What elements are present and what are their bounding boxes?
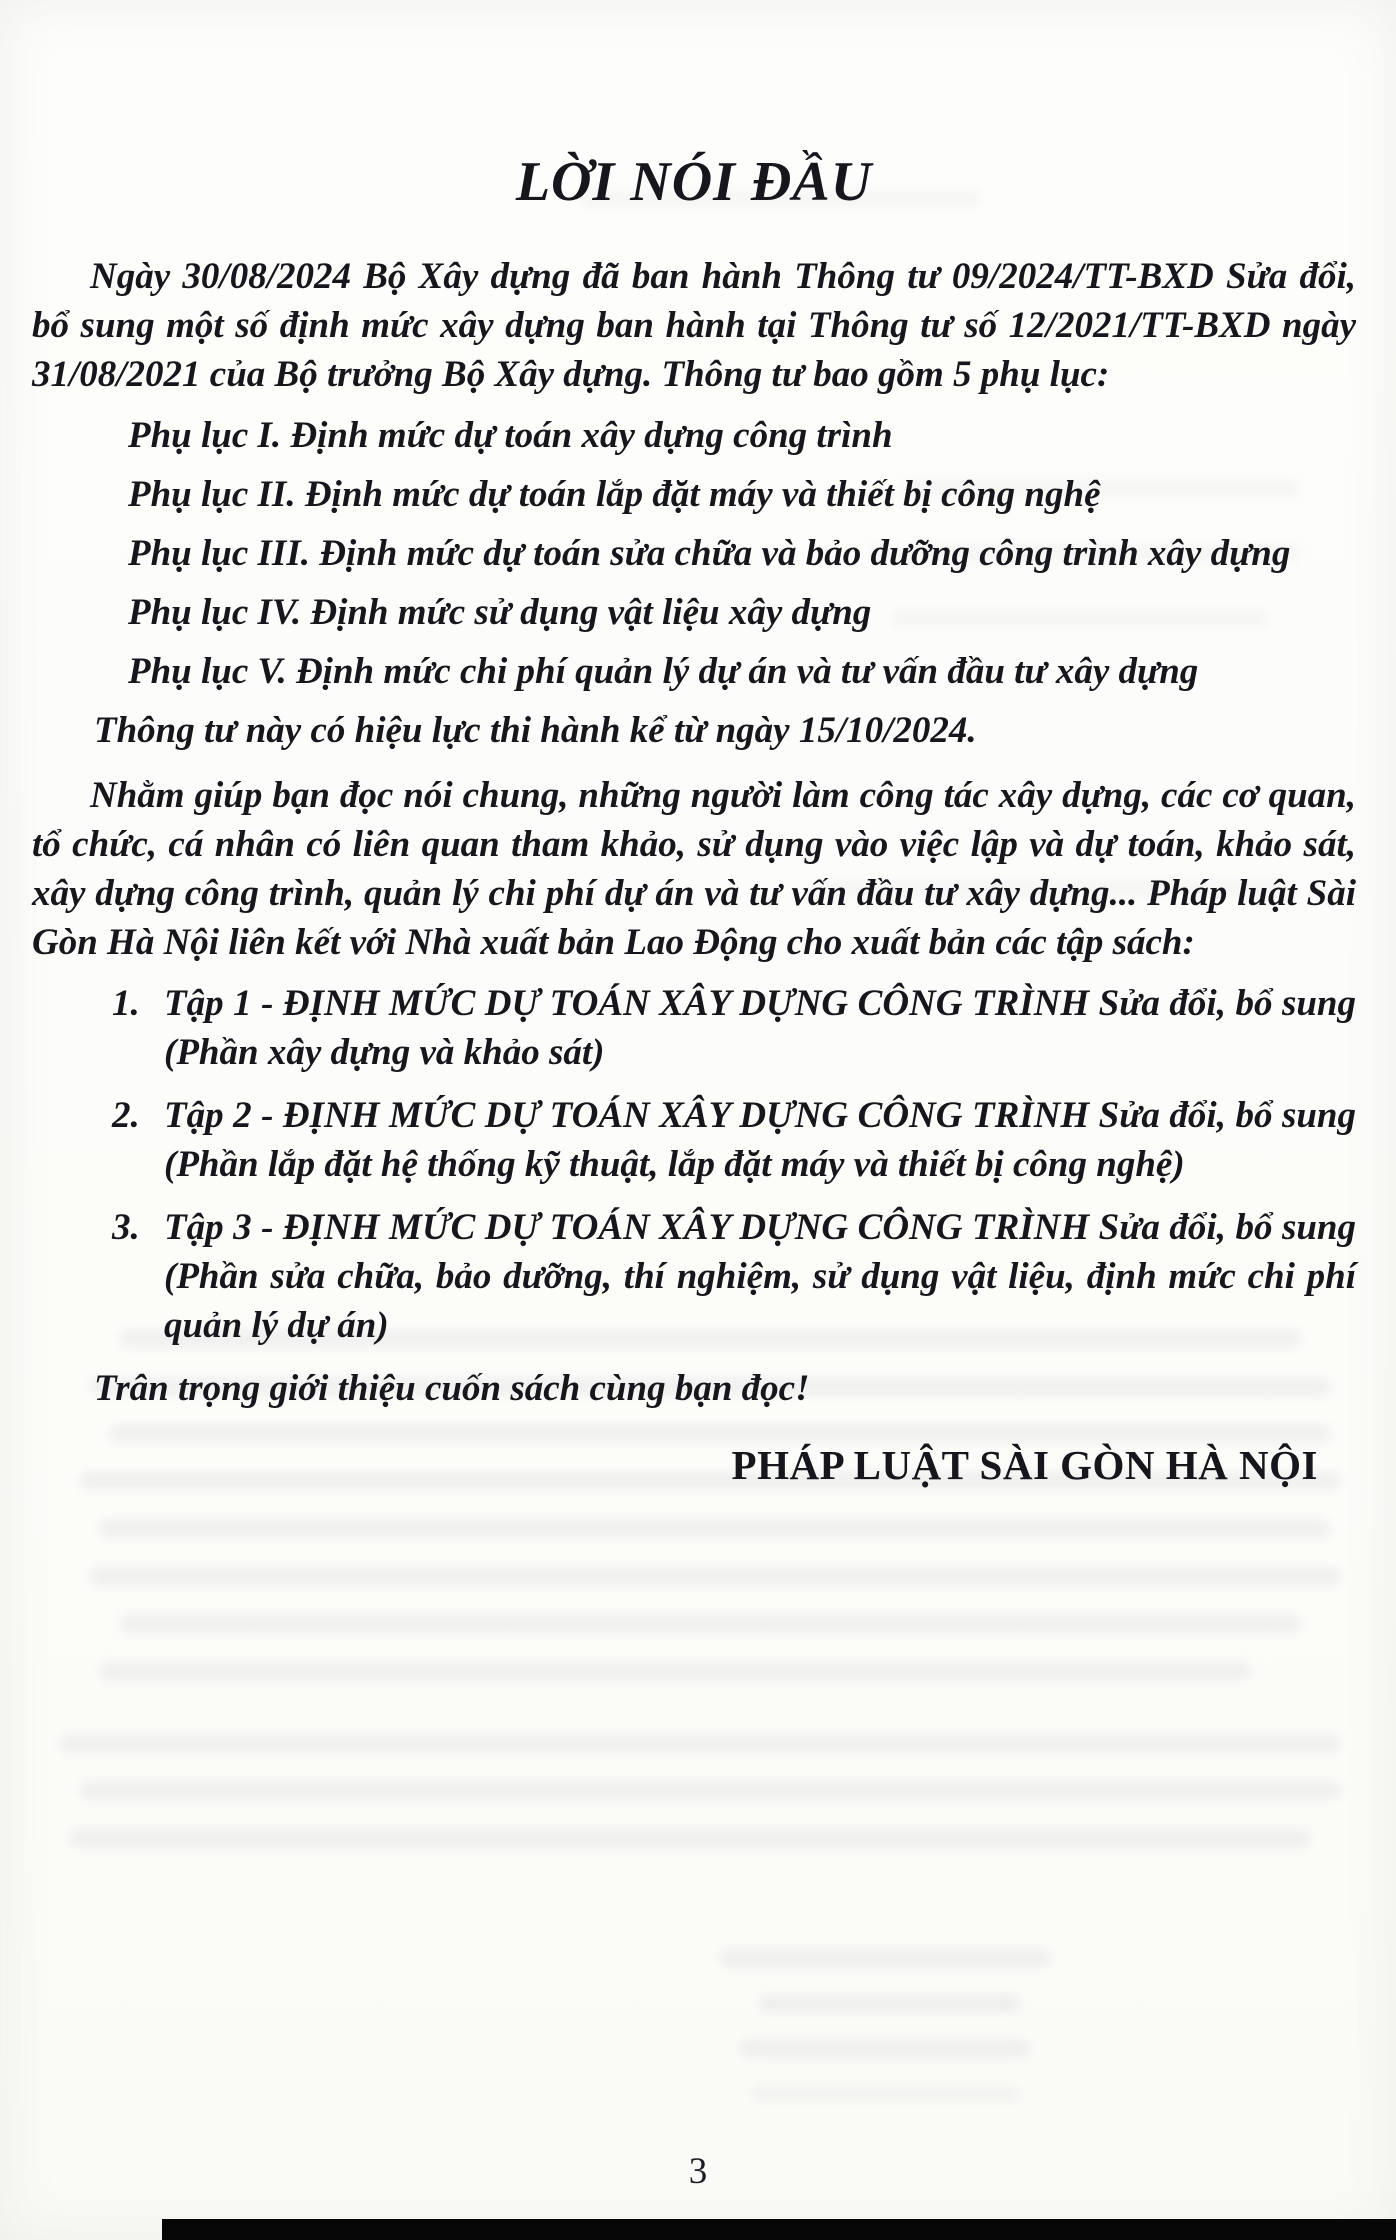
volume-text: Tập 2 - ĐỊNH MỨC DỰ TOÁN XÂY DỰNG CÔNG TRÌNH Sửa đổi, bổ sung (Phần lắp đặt hệ thống kỹ thuật, lắp đặt máy và thiết bị công nghệ) <box>164 1095 1356 1185</box>
volume-number: 3. <box>112 1207 140 1248</box>
intro-paragraph: Ngày 30/08/2024 Bộ Xây dựng đã ban hành Thông tư 09/2024/TT-BXD Sửa đổi, bổ sung một số định mức xây dựng ban hành tại Thông tư số 12/2021/TT-BXD ngày 31/08/2021 của Bộ trưởng Bộ Xây dựng. Thông tư bao gồm 5 phụ lục: <box>32 256 1356 395</box>
appendix-item: Phụ lục IV. Định mức sử dụng vật liệu xây dựng <box>128 592 872 633</box>
volume-text: Tập 1 - ĐỊNH MỨC DỰ TOÁN XÂY DỰNG CÔNG TRÌNH Sửa đổi, bổ sung (Phần xây dựng và khảo sát) <box>164 983 1356 1073</box>
bleedthrough-line <box>60 1735 1340 1752</box>
closing-note: Trân trọng giới thiệu cuốn sách cùng bạn đọc! <box>94 1368 810 1409</box>
bleedthrough-line <box>100 1663 1250 1680</box>
page-title: LỜI NÓI ĐẦU <box>515 151 873 213</box>
effective-date-note: Thông tư này có hiệu lực thi hành kể từ ngày 15/10/2024. <box>94 710 977 751</box>
bleedthrough-line <box>120 1615 1300 1632</box>
appendix-item: Phụ lục II. Định mức dự toán lắp đặt máy và thiết bị công nghệ <box>128 474 1101 515</box>
volume-number: 2. <box>112 1095 140 1136</box>
volume-number: 1. <box>112 983 140 1024</box>
volume-item <box>32 1091 1356 1189</box>
volume-item <box>32 979 1356 1077</box>
body-paragraph: Nhằm giúp bạn đọc nói chung, những người làm công tác xây dựng, các cơ quan, tổ chức, cá nhân có liên quan tham khảo, sử dụng vào việc lập và dự toán, khảo sát, xây dựng công trình, quản lý chi phí dự án và tư vấn đầu tư xây dựng... Pháp luật Sài Gòn Hà Nội liên kết với Nhà xuất bản Lao Động cho xuất bản các tập sách: <box>32 775 1356 963</box>
appendix-item: Phụ lục I. Định mức dự toán xây dựng công trình <box>128 415 893 456</box>
bleedthrough-line <box>90 1568 1340 1585</box>
bleedthrough-line <box>70 1830 1310 1847</box>
page-number: 3 <box>688 2151 708 2192</box>
volume-list <box>32 979 1356 1350</box>
volume-item <box>32 1203 1356 1350</box>
bleedthrough-line <box>80 1782 1340 1799</box>
appendix-item: Phụ lục V. Định mức chi phí quản lý dự án và tư vấn đầu tư xây dựng <box>128 651 1199 692</box>
bleedthrough-signature-block <box>750 2085 1020 2102</box>
bleedthrough-signature-block <box>740 2040 1030 2057</box>
publisher-name: PHÁP LUẬT SÀI GÒN HÀ NỘI <box>731 1442 1318 1488</box>
bleedthrough-line <box>100 1520 1330 1537</box>
volume-text: Tập 3 - ĐỊNH MỨC DỰ TOÁN XÂY DỰNG CÔNG TRÌNH Sửa đổi, bổ sung (Phần sửa chữa, bảo dưỡng, thí nghiệm, sử dụng vật liệu, định mức chi phí quản lý dự án) <box>164 1207 1356 1346</box>
bleedthrough-signature-block <box>760 1995 1020 2012</box>
appendix-item: Phụ lục III. Định mức dự toán sửa chữa và bảo dưỡng công trình xây dựng <box>128 533 1291 574</box>
appendix-list <box>32 411 1356 696</box>
scan-edge-artifact <box>162 2219 1396 2240</box>
bleedthrough-signature-block <box>720 1950 1050 1967</box>
